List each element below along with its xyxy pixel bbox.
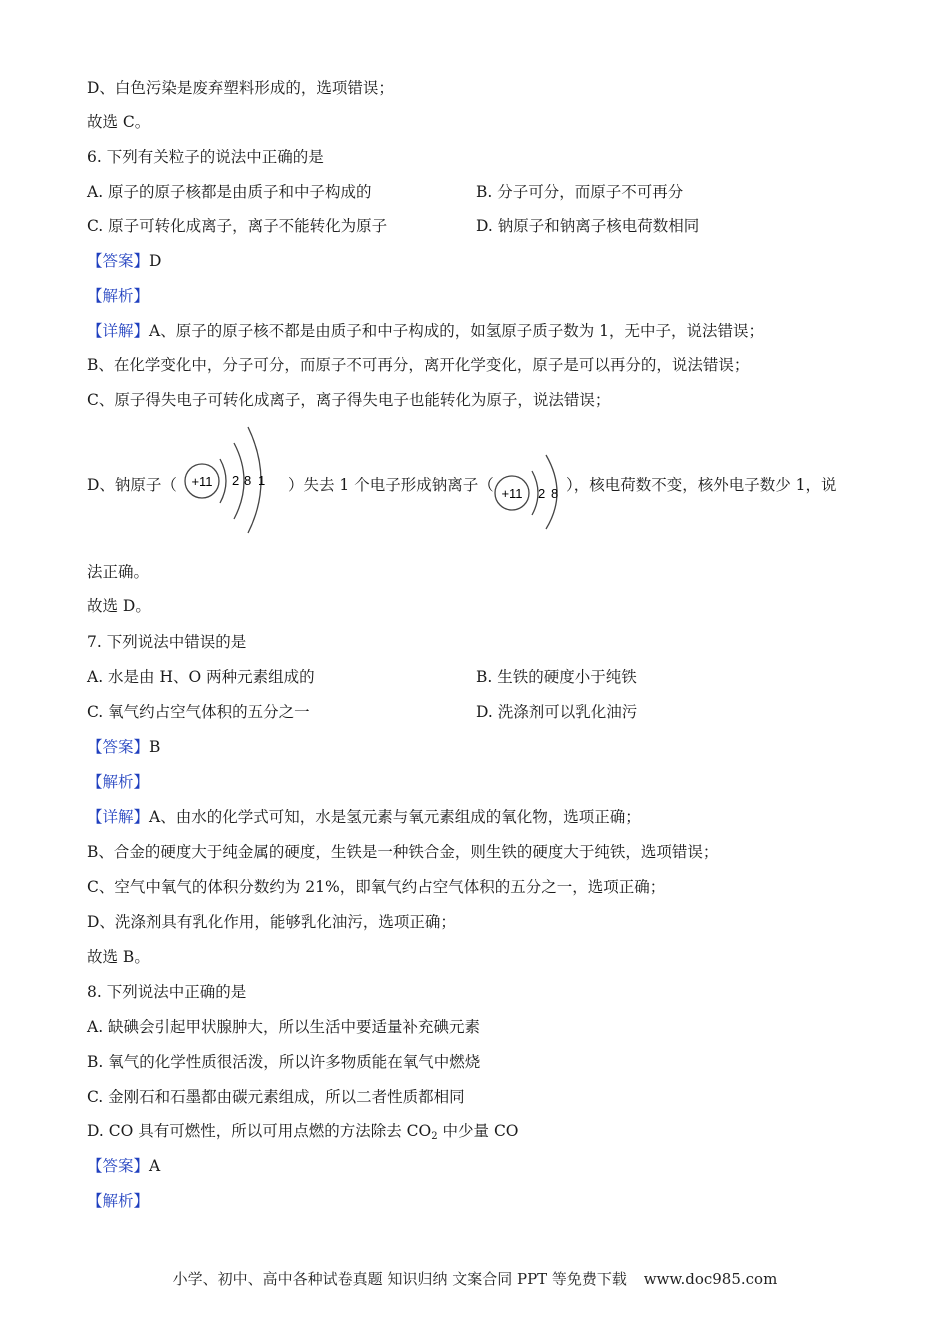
question-6-detail-d-part3: ），核电荷数不变，核外电子数少 1，说 xyxy=(566,476,837,494)
answer-value: B xyxy=(149,738,161,756)
question-8-option-a: A. 缺碘会引起甲状腺肿大，所以生活中要适量补充碘元素 xyxy=(87,1018,481,1036)
ion-shell-2-count: 8 xyxy=(551,486,559,501)
question-6-option-a: A. 原子的原子核都是由质子和中子构成的 xyxy=(87,183,372,201)
answer-value: D xyxy=(149,252,162,270)
question-8-option-b: B. 氧气的化学性质很活泼，所以许多物质能在氧气中燃烧 xyxy=(87,1053,481,1071)
detail-tag: 【详解】 xyxy=(87,322,150,340)
question-7-stem: 7. 下列说法中错误的是 xyxy=(87,633,247,651)
question-7-option-d: D. 洗涤剂可以乳化油污 xyxy=(476,703,638,721)
atom-nucleus-label: +11 xyxy=(191,474,213,489)
question-8-stem: 8. 下列说法中正确的是 xyxy=(87,983,247,1001)
ion-shell-1-count: 2 xyxy=(538,486,546,501)
question-6-detail-d-part4: 法正确。 xyxy=(87,563,150,581)
question-6-option-b: B. 分子可分，而原子不可再分 xyxy=(476,183,684,201)
question-7-conclusion: 故选 B。 xyxy=(87,948,150,966)
question-7-detail-a: 【详解】A、由水的化学式可知，水是氢元素与氧元素组成的氧化物，选项正确； xyxy=(87,808,641,826)
ion-nucleus-label: +11 xyxy=(501,486,523,501)
question-8-answer xyxy=(87,1156,160,1176)
question-6-detail-b: B、在化学变化中，分子可分，而原子不可再分，离开化学变化，原子是可以再分的，说法错误； xyxy=(87,356,750,374)
answer-tag: 【答案】 xyxy=(87,252,150,270)
footer-site-link[interactable]: www.doc985.com xyxy=(643,1270,778,1288)
question-6-conclusion: 故选 D。 xyxy=(87,597,151,615)
sodium-ion-diagram xyxy=(492,451,566,531)
question-6-detail-a: 【详解】A、原子的原子核不都是由质子和中子构成的，如氢原子质子数为 1，无中子，说法错误； xyxy=(87,322,765,340)
text-line: D、白色污染是废弃塑料形成的，选项错误； xyxy=(87,79,394,97)
question-8-option-d: D. CO 具有可燃性，所以可用点燃的方法除去 $CO_2$ 中少量 CO xyxy=(87,1122,519,1142)
atom-shell-3-count: 1 xyxy=(258,473,266,488)
question-7-option-c: C. 氧气约占空气体积的五分之一 xyxy=(87,703,310,721)
question-6-answer xyxy=(87,251,161,271)
footer-text: 小学、初中、高中各种试卷真题 知识归纳 文案合同 PPT 等免费下载 xyxy=(172,1270,627,1288)
analysis-tag: 【解析】 xyxy=(87,1192,150,1210)
sodium-atom-diagram xyxy=(182,423,272,535)
question-7-option-b: B. 生铁的硬度小于纯铁 xyxy=(476,668,637,686)
question-7-detail-b: B、合金的硬度大于纯金属的硬度，生铁是一种铁合金，则生铁的硬度大于纯铁，选项错误； xyxy=(87,843,719,861)
question-7-option-a: A. 水是由 H、O 两种元素组成的 xyxy=(87,668,315,686)
question-6-detail-d-part1: D、钠原子（ xyxy=(87,476,177,494)
atom-shell-1-count: 2 xyxy=(232,473,240,488)
answer-tag: 【答案】 xyxy=(87,1157,150,1175)
question-8-option-c: C. 金刚石和石墨都由碳元素组成，所以二者性质都相同 xyxy=(87,1088,465,1106)
question-6-detail-d-part2: ）失去 1 个电子形成钠离子（ xyxy=(288,476,494,494)
question-6-stem: 6. 下列有关粒子的说法中正确的是 xyxy=(87,148,324,166)
analysis-tag: 【解析】 xyxy=(87,773,150,791)
question-6-detail-c: C、原子得失电子可转化成离子，离子得失电子也能转化为原子，说法错误； xyxy=(87,391,611,409)
question-6-option-c: C. 原子可转化成离子，离子不能转化为原子 xyxy=(87,217,388,235)
question-6-option-d: D. 钠原子和钠离子核电荷数相同 xyxy=(476,217,700,235)
detail-tag: 【详解】 xyxy=(87,808,150,826)
answer-value: A xyxy=(149,1157,161,1175)
question-7-answer xyxy=(87,737,160,757)
text-line: 故选 C。 xyxy=(87,113,151,131)
answer-tag: 【答案】 xyxy=(87,738,150,756)
question-7-detail-c: C、空气中氧气的体积分数约为 21%，即氧气约占空气体积的五分之一，选项正确； xyxy=(87,878,666,896)
question-7-detail-d: D、洗涤剂具有乳化作用，能够乳化油污，选项正确； xyxy=(87,913,456,931)
page-footer xyxy=(0,1268,950,1289)
analysis-tag: 【解析】 xyxy=(87,287,150,305)
atom-shell-2-count: 8 xyxy=(244,473,252,488)
